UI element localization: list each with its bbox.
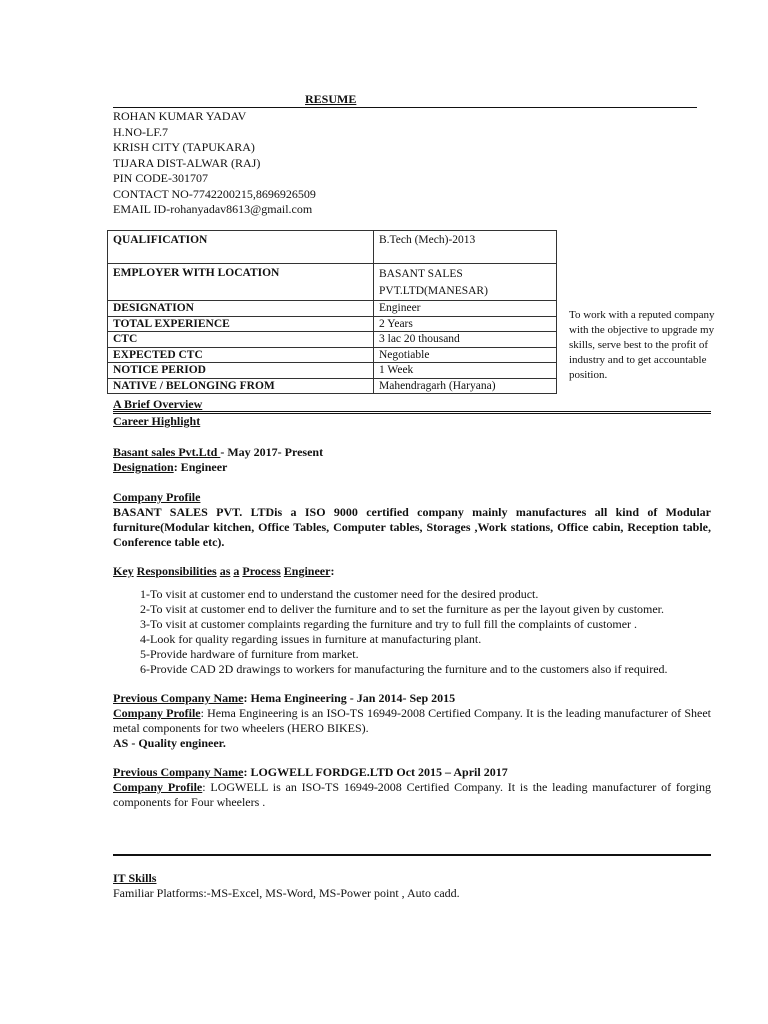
prev-company-1-line bbox=[113, 691, 455, 706]
page-title: RESUME bbox=[305, 92, 357, 106]
prev-company-2-line bbox=[113, 765, 508, 780]
prev-company-1-label: Previous Company Name bbox=[113, 691, 244, 705]
list-item: 3-To visit at customer complaints regarding the furniture and try to full fill the complaints of customer . bbox=[140, 617, 638, 631]
info-value: BASANT SALES PVT.LTD(MANESAR) bbox=[374, 264, 557, 301]
list-item: 1-To visit at customer end to understand the customer need for the desired product. bbox=[140, 587, 539, 601]
table-row bbox=[108, 363, 557, 379]
it-skills-text: Familiar Platforms:-MS-Excel, MS-Word, MS-Power point , Auto cadd. bbox=[113, 886, 460, 900]
designation-label: Designation bbox=[113, 460, 174, 474]
designation-value: : Engineer bbox=[173, 460, 228, 474]
info-value: Mahendragarh (Haryana) bbox=[374, 378, 557, 394]
company-profile-heading: Company Profile bbox=[113, 490, 201, 504]
current-period: - May 2017- Present bbox=[220, 445, 324, 459]
table-row bbox=[108, 332, 557, 348]
info-value: Engineer bbox=[374, 301, 557, 317]
current-job-line bbox=[113, 445, 323, 460]
prev-company-2-label: Previous Company Name bbox=[113, 765, 244, 779]
career-objective: To work with a reputed company with the objective to upgrade my skills, serve best to the profit of industry and to get accountable position. bbox=[569, 309, 715, 381]
prev-company-2-profile-text: : LOGWELL is an ISO-TS 16949-2008 Certified Company. It is the leading manufacturer of forging components for Four wheelers . bbox=[113, 780, 711, 809]
info-value: 3 lac 20 thousand bbox=[374, 332, 557, 348]
list-item: 6-Provide CAD 2D drawings to workers for manufacturing the furniture and to the customers also if required. bbox=[140, 662, 668, 676]
prev-company-1-profile-label: Company Profile bbox=[113, 706, 201, 720]
overview-heading: A Brief Overview bbox=[113, 397, 203, 411]
resp-heading-word: as bbox=[219, 564, 231, 578]
table-row bbox=[108, 264, 557, 301]
contact-city: KRISH CITY (TAPUKARA) bbox=[113, 140, 255, 154]
divider bbox=[113, 411, 711, 412]
company-profile-text: BASANT SALES PVT. LTDis a ISO 9000 certified company mainly manufactures all kind of Modular furniture(Modular kitchen, Office Tables, Computer tables, Storages ,Work stations, Office cabin, Reception table, Conference table etc). bbox=[113, 505, 711, 549]
list-item: 2-To visit at customer end to deliver the furniture and to set the furniture as per the layout given by customer. bbox=[140, 602, 665, 616]
title-underline bbox=[113, 93, 697, 108]
info-key: EMPLOYER WITH LOCATION bbox=[108, 264, 374, 301]
current-company: Basant sales Pvt.Ltd bbox=[113, 445, 221, 459]
responsibilities-heading bbox=[113, 564, 334, 579]
contact-name: ROHAN KUMAR YADAV bbox=[113, 109, 247, 123]
divider bbox=[113, 413, 711, 414]
prev-company-1-profile bbox=[113, 706, 711, 736]
resp-heading-word: a bbox=[233, 564, 240, 578]
resp-heading-word: Responsibilities bbox=[136, 564, 217, 578]
table-row bbox=[108, 316, 557, 332]
info-value: Negotiable bbox=[374, 347, 557, 363]
table-row bbox=[108, 231, 557, 264]
info-key: QUALIFICATION bbox=[108, 231, 374, 264]
contact-block bbox=[113, 109, 316, 218]
info-value: 1 Week bbox=[374, 363, 557, 379]
prev-company-1-role: AS - Quality engineer. bbox=[113, 736, 226, 750]
table-row bbox=[108, 378, 557, 394]
resp-heading-colon: : bbox=[330, 564, 335, 578]
prev-company-1-profile-text: : Hema Engineering is an ISO-TS 16949-2008 Certified Company. It is the leading manufacturer of Sheet metal components for two wheelers (HERO BIKES). bbox=[113, 706, 711, 735]
designation-line bbox=[113, 460, 227, 475]
section-divider bbox=[113, 854, 711, 856]
info-key: TOTAL EXPERIENCE bbox=[108, 316, 374, 332]
it-skills-heading: IT Skills bbox=[113, 871, 157, 885]
responsibilities-list bbox=[140, 587, 668, 677]
info-key: DESIGNATION bbox=[108, 301, 374, 317]
prev-company-2-profile bbox=[113, 780, 711, 810]
contact-pincode: PIN CODE-301707 bbox=[113, 171, 208, 185]
info-key: NATIVE / BELONGING FROM bbox=[108, 378, 374, 394]
table-row bbox=[108, 347, 557, 363]
info-key: NOTICE PERIOD bbox=[108, 363, 374, 379]
list-item: 5-Provide hardware of furniture from market. bbox=[140, 647, 359, 661]
prev-company-1-value: : Hema Engineering - Jan 2014- Sep 2015 bbox=[243, 691, 456, 705]
resp-heading-word: Engineer bbox=[283, 564, 331, 578]
list-item: 4-Look for quality regarding issues in furniture at manufacturing plant. bbox=[140, 632, 482, 646]
info-key: CTC bbox=[108, 332, 374, 348]
career-highlight-heading: Career Highlight bbox=[113, 414, 201, 428]
prev-company-2-profile-label: Company Profile bbox=[113, 780, 203, 794]
info-value: 2 Years bbox=[374, 316, 557, 332]
info-key: EXPECTED CTC bbox=[108, 347, 374, 363]
contact-house: H.NO-LF.7 bbox=[113, 124, 169, 139]
info-table bbox=[107, 230, 557, 394]
contact-district: TIJARA DIST-ALWAR (RAJ) bbox=[113, 155, 261, 170]
contact-email: EMAIL ID-rohanyadav8613@gmail.com bbox=[113, 202, 313, 216]
table-row bbox=[108, 301, 557, 317]
info-value: B.Tech (Mech)-2013 bbox=[374, 231, 557, 264]
contact-phone: CONTACT NO-7742200215,8696926509 bbox=[113, 186, 316, 201]
resp-heading-word: Key bbox=[113, 564, 134, 578]
resp-heading-word: Process bbox=[242, 564, 281, 578]
prev-company-2-value: : LOGWELL FORDGE.LTD Oct 2015 – April 2017 bbox=[243, 765, 508, 779]
